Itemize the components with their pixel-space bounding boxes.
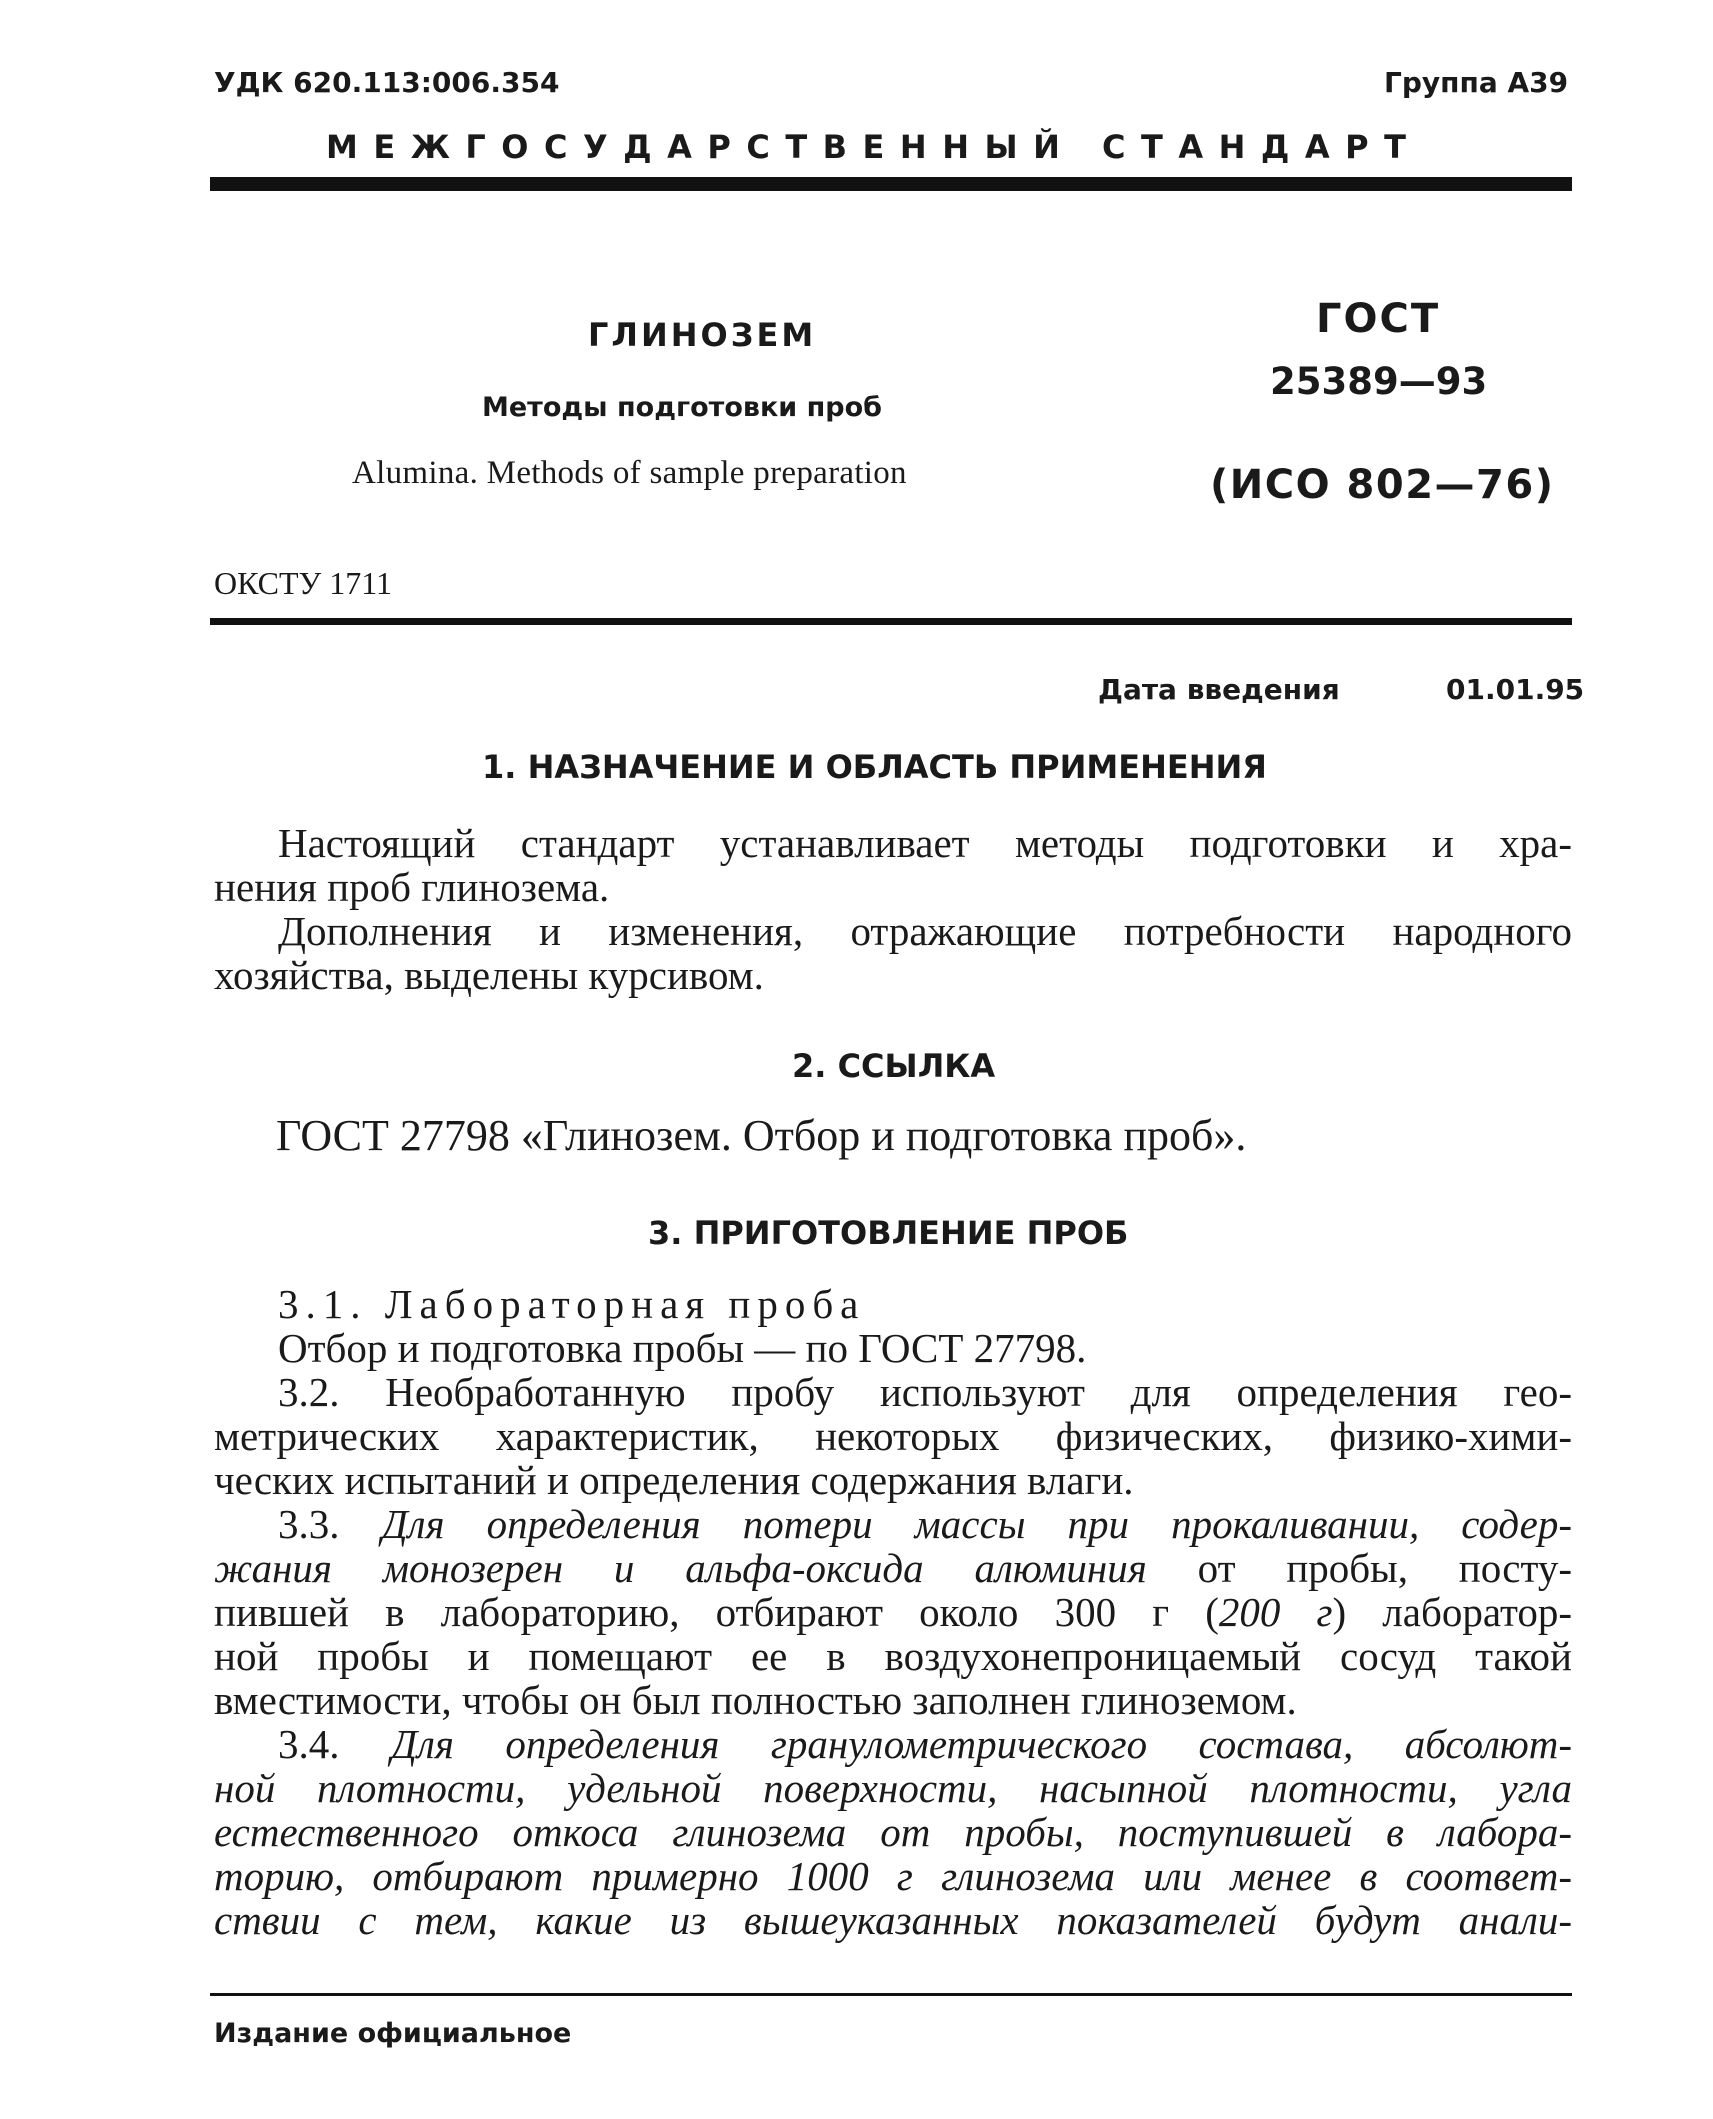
document-title: ГЛИНОЗЕМ — [588, 316, 817, 354]
document-subtitle-ru: Методы подготовки проб — [482, 392, 882, 423]
clause-3-3-line-4: ной пробы и помещают ее в воздухонепроницаемый сосуд такой — [214, 1633, 1572, 1679]
clause-3-2-line: 3.2. Необработанную пробу используют для определения гео- — [278, 1369, 1572, 1415]
udk-code: УДК 620.113:006.354 — [214, 66, 560, 99]
title-rule — [210, 618, 1572, 625]
section-2-heading: 2. ССЫЛКА — [792, 1047, 996, 1085]
section-1-line: хозяйства, выделены курсивом. — [214, 952, 764, 998]
clause-3-4-line: ствии с тем, какие из вышеуказанных показателей будут анали- — [214, 1897, 1572, 1943]
section-1-heading: 1. НАЗНАЧЕНИЕ И ОБЛАСТЬ ПРИМЕНЕНИЯ — [482, 748, 1267, 786]
clause-3-3-text: пившей в лабораторию, отбирают около 300 г ( — [214, 1589, 1219, 1635]
clause-3-1-title: 3.1. Лабораторная проба — [278, 1281, 866, 1327]
clause-3-3-text: от пробы, посту- — [1197, 1545, 1573, 1591]
gost-label: ГОСТ — [1316, 296, 1441, 342]
document-subtitle-en: Alumina. Methods of sample preparation — [352, 455, 907, 491]
gost-number: 25389—93 — [1270, 360, 1488, 403]
clause-3-4-line: ной плотности, удельной поверхности, насыпной плотности, угла — [214, 1765, 1572, 1811]
clause-3-3-text: ) лаборатор- — [1332, 1589, 1572, 1635]
clause-3-3-italic-text: Для определения потери массы при прокаливании, содер- — [381, 1501, 1572, 1547]
clause-3-1-text: Отбор и подготовка пробы — по ГОСТ 27798. — [278, 1325, 1087, 1371]
clause-3-3-number: 3.3. — [278, 1501, 340, 1547]
intro-date-value: 01.01.95 — [1446, 673, 1585, 706]
edition-note: Издание официальное — [214, 2018, 572, 2049]
clause-3-4-line-1 — [278, 1722, 1572, 1766]
section-3-heading: 3. ПРИГОТОВЛЕНИЕ ПРОБ — [648, 1214, 1129, 1252]
clause-3-2-line: метрических характеристик, некоторых физических, физико-хими- — [214, 1413, 1572, 1459]
clause-3-4-line: торию, отбирают примерно 1000 г глинозема или менее в соответ- — [214, 1853, 1572, 1899]
group-code: Группа А39 — [1384, 66, 1569, 99]
clause-3-3-line-2 — [214, 1546, 1572, 1590]
iso-reference: (ИСО 802—76) — [1210, 462, 1555, 508]
clause-3-2-line: ческих испытаний и определения содержания влаги. — [214, 1457, 1134, 1503]
section-2-reference: ГОСТ 27798 «Глинозем. Отбор и подготовка проб». — [276, 1111, 1247, 1160]
section-1-line: Настоящий стандарт устанавливает методы подготовки и хра- — [278, 820, 1572, 866]
oksty-code: ОКСТУ 1711 — [214, 565, 393, 601]
header-rule-thick — [210, 177, 1572, 191]
section-1-line: нения проб глинозема. — [214, 864, 610, 910]
clause-3-3-italic-mass: 200 г — [1218, 1589, 1333, 1635]
clause-3-4-italic-text: Для определения гранулометрического состава, абсолют- — [390, 1721, 1573, 1767]
clause-3-3-line-3 — [214, 1590, 1572, 1634]
interstate-standard-banner: МЕЖГОСУДАРСТВЕННЫЙ СТАНДАРТ — [326, 128, 1422, 166]
clause-3-4-number: 3.4. — [278, 1721, 340, 1767]
clause-3-3-italic-text: жания монозерен и альфа-оксида алюминия — [214, 1545, 1147, 1591]
clause-3-3-line-1 — [278, 1502, 1572, 1546]
footer-rule — [210, 1993, 1572, 1996]
section-1-line: Дополнения и изменения, отражающие потребности народного — [278, 908, 1572, 954]
clause-3-3-line-5: вместимости, чтобы он был полностью заполнен глиноземом. — [214, 1677, 1297, 1723]
intro-date-label: Дата введения — [1098, 673, 1340, 706]
clause-3-4-line: естественного откоса глинозема от пробы, поступившей в лабора- — [214, 1809, 1572, 1855]
